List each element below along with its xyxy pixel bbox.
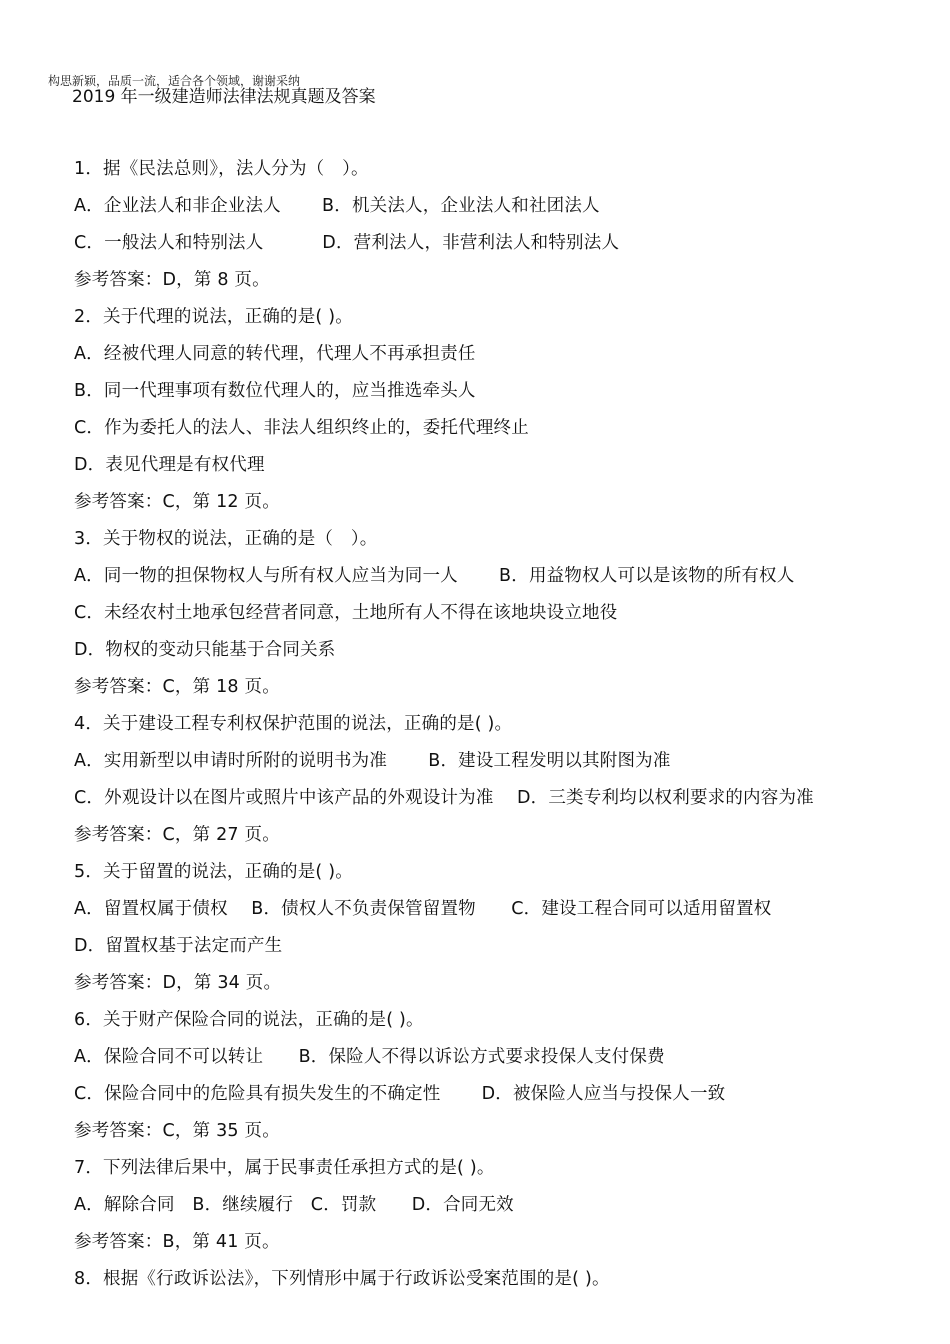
option-line: C．未经农村土地承包经营者同意，土地所有人不得在该地块设立地役 bbox=[74, 603, 618, 623]
question-line: 5．关于留置的说法，正确的是( )。 bbox=[74, 862, 353, 882]
answer-line: 参考答案：C，第 12 页。 bbox=[74, 492, 280, 512]
option-line: C．一般法人和特别法人 D．营利法人，非营利法人和特别法人 bbox=[74, 233, 620, 253]
option-line: A．留置权属于债权 B．债权人不负责保管留置物 C．建设工程合同可以适用留置权 bbox=[74, 899, 772, 919]
answer-line: 参考答案：C，第 27 页。 bbox=[74, 825, 280, 845]
option-line: C．作为委托人的法人、非法人组织终止的，委托代理终止 bbox=[74, 418, 529, 438]
answer-line: 参考答案：C，第 18 页。 bbox=[74, 677, 280, 697]
option-line: A．经被代理人同意的转代理，代理人不再承担责任 bbox=[74, 344, 476, 364]
option-line: C．外观设计以在图片或照片中该产品的外观设计为准 D．三类专利均以权利要求的内容为准 bbox=[74, 788, 814, 808]
answer-line: 参考答案：C，第 35 页。 bbox=[74, 1121, 280, 1141]
watermark-text: 构思新颖，品质一流，适合各个领域，谢谢采纳 bbox=[48, 74, 301, 88]
option-line: C．保险合同中的危险具有损失发生的不确定性 D．被保险人应当与投保人一致 bbox=[74, 1084, 726, 1104]
question-line: 7．下列法律后果中，属于民事责任承担方式的是( )。 bbox=[74, 1158, 495, 1178]
question-line: 1．据《民法总则》，法人分为（ ）。 bbox=[74, 159, 369, 179]
question-line: 8．根据《行政诉讼法》，下列情形中属于行政诉讼受案范围的是( )。 bbox=[74, 1269, 610, 1289]
option-line: D．留置权基于法定而产生 bbox=[74, 936, 283, 956]
question-line: 6．关于财产保险合同的说法，正确的是( )。 bbox=[74, 1010, 424, 1030]
option-line: A．企业法人和非企业法人 B．机关法人，企业法人和社团法人 bbox=[74, 196, 600, 216]
option-line: D．物权的变动只能基于合同关系 bbox=[74, 640, 336, 660]
answer-line: 参考答案：D，第 34 页。 bbox=[74, 973, 282, 993]
question-line: 3．关于物权的说法，正确的是（ ）。 bbox=[74, 529, 378, 549]
option-line: A．解除合同 B．继续履行 C．罚款 D．合同无效 bbox=[74, 1195, 514, 1215]
option-line: A．实用新型以申请时所附的说明书为准 B．建设工程发明以其附图为准 bbox=[74, 751, 671, 771]
option-line: A．同一物的担保物权人与所有权人应当为同一人 B．用益物权人可以是该物的所有权人 bbox=[74, 566, 795, 586]
document-title: 2019 年一级建造师法律法规真题及答案 bbox=[72, 87, 376, 107]
option-line: B．同一代理事项有数位代理人的，应当推选牵头人 bbox=[74, 381, 476, 401]
option-line: D．表见代理是有权代理 bbox=[74, 455, 265, 475]
answer-line: 参考答案：D，第 8 页。 bbox=[74, 270, 270, 290]
question-line: 4．关于建设工程专利权保护范围的说法，正确的是( )。 bbox=[74, 714, 513, 734]
option-line: A．保险合同不可以转让 B．保险人不得以诉讼方式要求投保人支付保费 bbox=[74, 1047, 665, 1067]
question-line: 2．关于代理的说法，正确的是( )。 bbox=[74, 307, 353, 327]
answer-line: 参考答案：B，第 41 页。 bbox=[74, 1232, 280, 1252]
